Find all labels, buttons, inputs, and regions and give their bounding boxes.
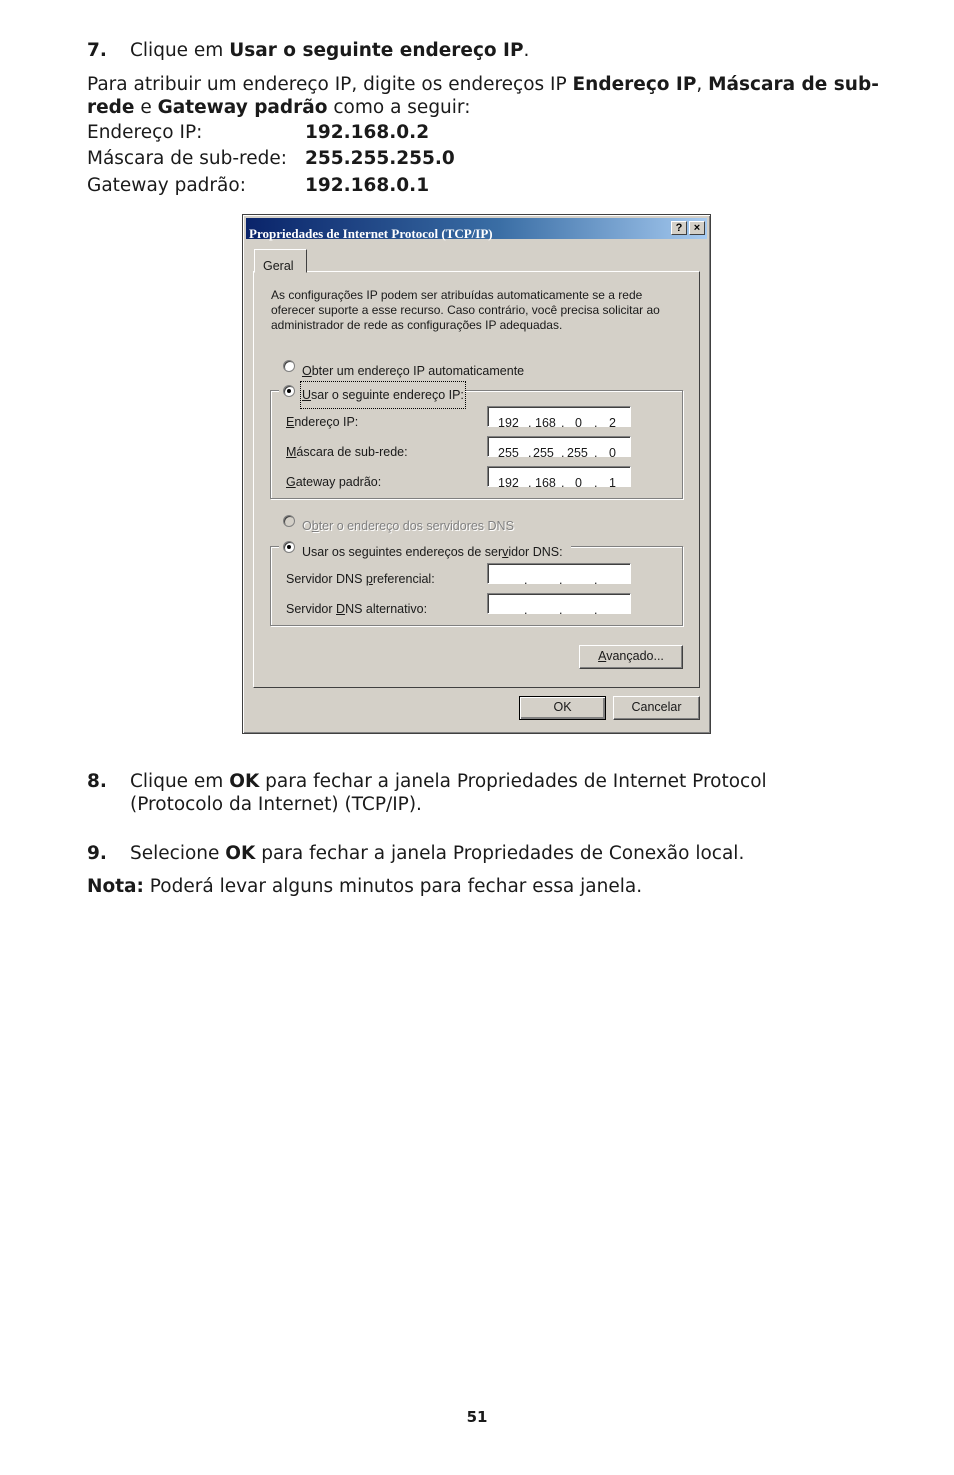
value-label: Endereço IP:: [87, 122, 203, 143]
gateway-label: Gateway padrão:: [286, 475, 382, 489]
radio-manual-dns-label[interactable]: Usar os seguintes endereços de servidor DNS:: [302, 545, 563, 559]
step-9-number: 9.: [87, 843, 107, 864]
subnet-mask-label: Máscara de sub-rede:: [286, 445, 408, 459]
step-9-bold: OK: [225, 843, 256, 864]
tab-general-label: Geral: [263, 259, 294, 273]
instruction-line-2: [87, 95, 470, 121]
value-label: Máscara de sub-rede:: [87, 148, 287, 169]
radio-manual-dns[interactable]: [283, 541, 295, 553]
radio-manual-ip[interactable]: [283, 385, 295, 397]
value-text: 255.255.255.0: [305, 148, 455, 169]
cancel-button[interactable]: Cancelar: [613, 696, 700, 720]
instruction-bold-gateway: Gateway padrão: [157, 97, 328, 118]
step-7-suffix: .: [523, 40, 530, 61]
advanced-button[interactable]: Avançado...: [579, 645, 683, 669]
step-7-text: Clique em: [130, 40, 230, 61]
dialog-titlebar: [246, 218, 707, 239]
instruction-mid: e: [134, 97, 158, 118]
radio-auto-ip-label[interactable]: Obter um endereço IP automaticamente: [302, 364, 525, 378]
ip-address-label: Endereço IP:: [286, 415, 359, 429]
tab-general[interactable]: [254, 249, 307, 273]
step-8-text: Clique em: [130, 771, 230, 792]
step-9-suffix: para fechar a janela Propriedades de Conexão local.: [255, 843, 745, 864]
help-button[interactable]: ?: [671, 221, 687, 235]
dns-alternate-label: Servidor DNS alternativo:: [286, 602, 428, 616]
ip-address-field[interactable]: 192 . 168 . 0 . 2: [487, 406, 631, 427]
subnet-mask-field[interactable]: 255 . 255 . 255 . 0: [487, 436, 631, 457]
close-button[interactable]: ×: [689, 221, 705, 235]
dialog-title: Propriedades de Internet Protocol (TCP/IP): [249, 226, 493, 241]
step-8-bold: OK: [229, 771, 260, 792]
step-8-suffix: para fechar a janela Propriedades de Internet Protocol: [259, 771, 767, 792]
intro-line: oferecer suporte a esse recurso. Caso contrário, você precisa solicitar ao: [271, 303, 660, 317]
dns-preferred-field[interactable]: . . .: [487, 563, 631, 584]
ok-button[interactable]: OK: [519, 696, 606, 720]
dns-preferred-label: Servidor DNS preferencial:: [286, 572, 435, 586]
step-7-bold: Usar o seguinte endereço IP: [229, 40, 524, 61]
instruction-bold-ip: Endereço IP: [572, 74, 697, 95]
value-label: Gateway padrão:: [87, 175, 246, 196]
note: [87, 874, 642, 900]
dialog-intro: [271, 288, 660, 333]
value-text: 192.168.0.1: [305, 175, 430, 196]
intro-line: administrador de rede as configurações IP adequadas.: [271, 318, 563, 332]
step-9-text: Selecione: [130, 843, 226, 864]
page-number: 51: [466, 1408, 488, 1426]
radio-manual-ip-label[interactable]: Usar o seguinte endereço IP:: [301, 382, 465, 408]
instruction-text: Para atribuir um endereço IP, digite os endereços IP: [87, 74, 573, 95]
step-7-number: 7.: [87, 40, 107, 61]
step-8-number: 8.: [87, 771, 107, 792]
instruction-suffix: como a seguir:: [327, 97, 471, 118]
dns-alternate-field[interactable]: . . .: [487, 593, 631, 614]
gateway-field[interactable]: 192 . 168 . 0 . 1: [487, 466, 631, 487]
note-text: Poderá levar alguns minutos para fechar essa janela.: [143, 876, 643, 897]
instruction-bold-mask: Máscara de sub-: [708, 74, 879, 95]
radio-auto-dns-label[interactable]: Obter o endereço dos servidores DNS: [302, 519, 514, 533]
intro-line: As configurações IP podem ser atribuídas automaticamente se a rede: [271, 288, 643, 302]
instruction-sep: ,: [696, 74, 709, 95]
note-label: Nota:: [87, 876, 144, 897]
radio-auto-dns[interactable]: [283, 515, 295, 527]
step-8-line-2: (Protocolo da Internet) (TCP/IP).: [130, 794, 422, 815]
instruction-bold-mask-end: rede: [87, 97, 135, 118]
radio-auto-ip[interactable]: [283, 360, 295, 372]
value-text: 192.168.0.2: [305, 122, 430, 143]
